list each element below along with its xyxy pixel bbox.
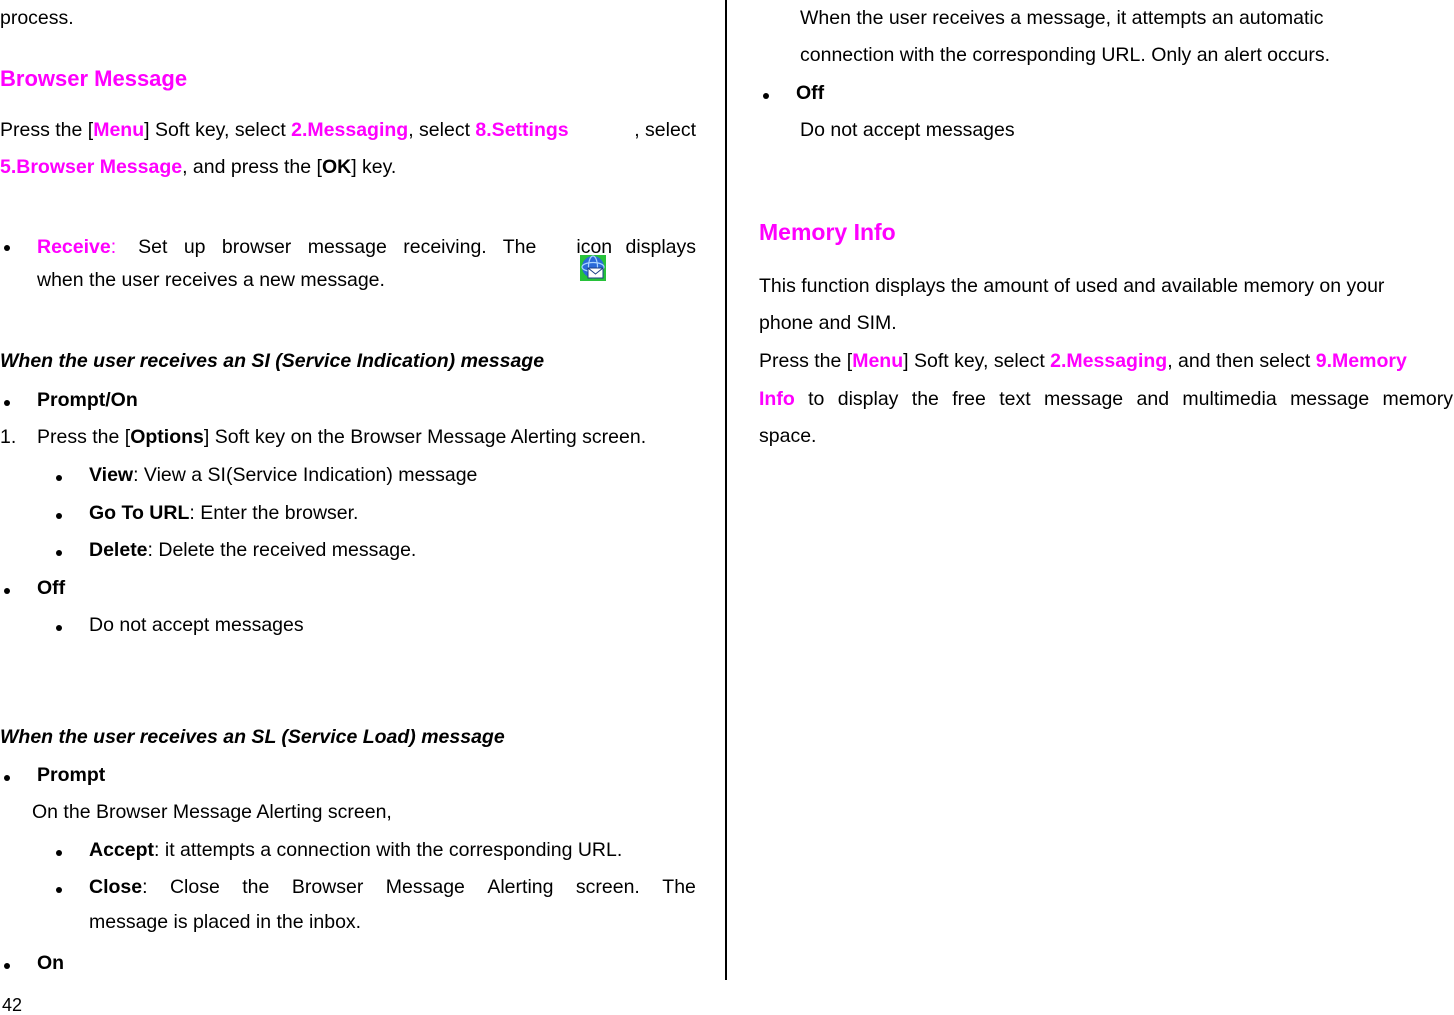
text: to xyxy=(808,388,825,410)
text: : xyxy=(142,876,148,898)
off-option: Off xyxy=(37,577,66,599)
text: memory xyxy=(1382,388,1453,410)
menu-key-label: Menu xyxy=(852,350,904,372)
prompt-description: On the Browser Message Alerting screen, xyxy=(32,801,392,823)
text: ] Soft key on the Browser Message Alerting screen. xyxy=(203,426,647,448)
column-divider xyxy=(725,0,727,980)
view-option xyxy=(89,466,477,486)
on-description-line2: connection with the corresponding URL. Only an alert occurs. xyxy=(800,44,1331,66)
text: the xyxy=(911,388,939,410)
text: Press the [ xyxy=(759,350,853,372)
bullet xyxy=(56,550,62,556)
close-label: Close xyxy=(89,876,143,898)
colon: : xyxy=(110,236,117,259)
text: The xyxy=(662,876,696,898)
text: display xyxy=(837,388,899,410)
text: and xyxy=(1136,388,1170,410)
messaging-menu-label: 2.Messaging xyxy=(1050,350,1168,372)
memory-info-line3 xyxy=(759,352,1407,372)
text: ] key. xyxy=(351,156,397,178)
on-description-line1: When the user receives a message, it attempts an automatic xyxy=(800,7,1324,29)
view-label: View xyxy=(89,464,134,486)
memory-info-line4 xyxy=(759,390,1453,410)
prompt-option: Prompt xyxy=(37,764,106,786)
memory-info-line2: phone and SIM. xyxy=(759,312,897,334)
delete-option xyxy=(89,541,416,561)
text: , select xyxy=(408,119,476,141)
text: : it attempts a connection with the corresponding URL. xyxy=(154,839,623,861)
bullet xyxy=(4,588,10,594)
text: , select xyxy=(634,119,696,141)
sl-section-heading: When the user receives an SL (Service Load) message xyxy=(0,726,505,748)
text: message xyxy=(1290,388,1370,410)
text: , and press the [ xyxy=(182,156,322,178)
text: : Delete the received message. xyxy=(147,539,417,561)
text: free xyxy=(952,388,986,410)
text: Press the [ xyxy=(37,426,131,448)
receive-item-line1 xyxy=(37,234,696,262)
browser-message-menu-label: 5.Browser Message xyxy=(0,156,183,178)
delete-label: Delete xyxy=(89,539,148,561)
accept-label: Accept xyxy=(89,839,155,861)
bullet xyxy=(56,625,62,631)
step-number: 1. xyxy=(0,426,17,448)
memory-info-line1: This function displays the amount of used and available memory on your xyxy=(759,275,1385,297)
si-section-heading: When the user receives an SI (Service Indication) message xyxy=(0,350,545,372)
prompt-on-option: Prompt/On xyxy=(37,389,138,411)
bullet xyxy=(56,475,62,481)
receive-item-line2: when the user receives a new message. xyxy=(37,269,385,291)
text: Browser xyxy=(291,876,364,898)
text: : View a SI(Service Indication) message xyxy=(133,464,478,486)
bullet xyxy=(56,887,62,893)
bullet xyxy=(56,850,62,856)
text: ] Soft key, select xyxy=(144,119,292,141)
memory-info-heading: Memory Info xyxy=(759,219,896,245)
text: : Enter the browser. xyxy=(189,502,359,524)
off-description: Do not accept messages xyxy=(800,119,1015,141)
text: screen. xyxy=(575,876,640,898)
memory-menu-label: 9.Memory xyxy=(1315,350,1407,372)
options-key-label: Options xyxy=(130,426,204,448)
page-number: 42 xyxy=(2,995,23,1015)
text: multimedia xyxy=(1182,388,1277,410)
text: icon displays xyxy=(576,236,696,259)
text: message xyxy=(1044,388,1124,410)
memory-info-menu-label: Info xyxy=(759,388,795,410)
bullet xyxy=(4,963,10,969)
on-option: On xyxy=(37,952,65,974)
go-to-url-label: Go To URL xyxy=(89,502,190,524)
bullet xyxy=(763,93,769,99)
messaging-menu-label: 2.Messaging xyxy=(291,119,409,141)
browser-message-paragraph-line2 xyxy=(0,158,396,178)
browser-message-paragraph-line1 xyxy=(0,121,696,141)
bullet xyxy=(4,775,10,781)
continued-text: process. xyxy=(0,7,74,29)
ok-key-label: OK xyxy=(321,156,352,178)
text: the xyxy=(242,876,270,898)
receive-label: Receive xyxy=(37,236,111,259)
text: Set up browser message receiving. The xyxy=(138,236,537,259)
menu-key-label: Menu xyxy=(93,119,145,141)
close-option-line1 xyxy=(89,878,696,898)
text: Alerting xyxy=(487,876,554,898)
bullet xyxy=(4,400,10,406)
off-description: Do not accept messages xyxy=(89,614,304,636)
text: Close xyxy=(169,876,220,898)
text: Message xyxy=(385,876,465,898)
step-1-text xyxy=(37,428,646,448)
settings-menu-label: 8.Settings xyxy=(475,119,569,141)
close-option-line2: message is placed in the inbox. xyxy=(89,911,362,933)
go-to-url-option xyxy=(89,504,358,524)
text: , and then select xyxy=(1167,350,1316,372)
memory-info-line5: space. xyxy=(759,425,817,447)
bullet xyxy=(56,513,62,519)
text: text xyxy=(999,388,1031,410)
text: Press the [ xyxy=(0,119,94,141)
browser-message-icon xyxy=(546,234,574,262)
bullet xyxy=(4,245,10,251)
browser-message-heading: Browser Message xyxy=(0,66,188,91)
accept-option xyxy=(89,841,622,861)
text: ] Soft key, select xyxy=(903,350,1051,372)
off-option: Off xyxy=(796,82,825,104)
